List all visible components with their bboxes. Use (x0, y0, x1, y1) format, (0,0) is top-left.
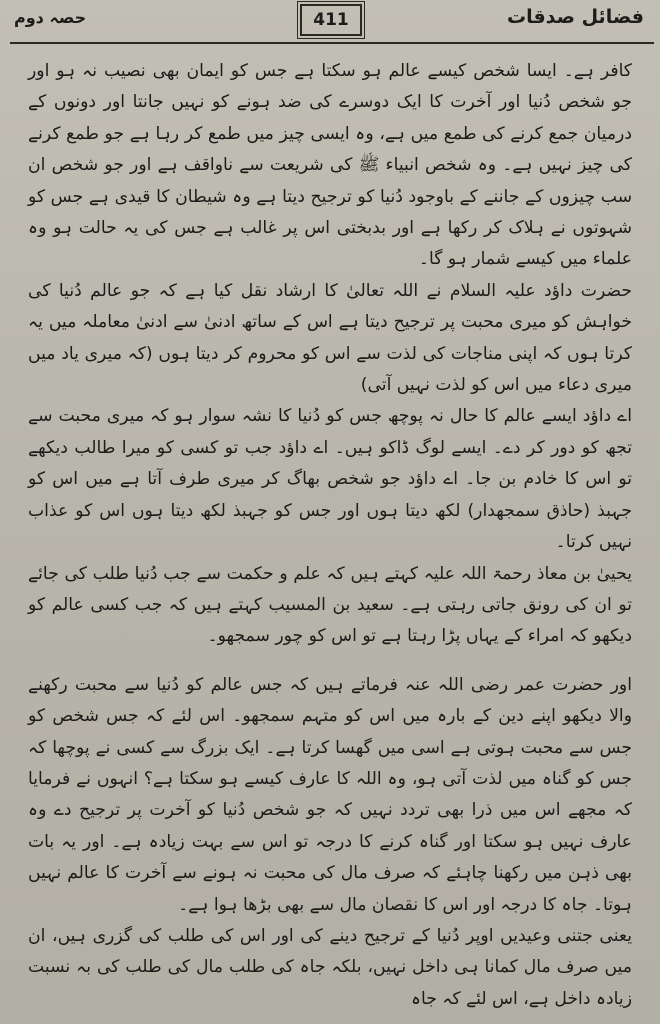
header-divider (10, 42, 654, 44)
paragraph-2: حضرت داؤد علیہ السلام نے اللہ تعالیٰ کا ارشاد نقل کیا ہے کہ جو عالم دُنیا کی خواہش کو میری محبت پر ترجیح دیتا ہے اس کے ساتھ ادنیٰ سے ادنیٰ معاملہ میں یہ کرتا ہوں کہ اپنی مناجات کی لذت سے اس کو محروم کر دیتا ہوں (کہ میری یاد میں میری دعاء میں اس کو لذت نہیں آتی) (28, 280, 632, 396)
page-number: 411 (300, 4, 362, 36)
section-label: حصہ دوم (14, 8, 87, 27)
paragraph-4: یحییٰ بن معاذ رحمۃ اللہ علیہ کہتے ہیں کہ علم و حکمت سے جب دُنیا طلب کی جائے تو ان کی رونق جاتی رہتی ہے۔ سعید بن المسیب کہتے ہیں کہ جب کسی عالم کو دیکھو کہ امراء کے یہاں پڑا رہتا ہے تو اس کو چور سمجھو۔ (28, 563, 632, 647)
paragraph-5: اور حضرت عمر رضی اللہ عنہ فرماتے ہیں کہ جس عالم کو دُنیا سے محبت رکھنے والا دیکھو اپنے دین کے بارہ میں اس کو متہم سمجھو۔ اس لئے کہ جس شخص کو جس سے محبت ہوتی ہے اسی میں گھسا کرتا ہے۔ ایک بزرگ سے کسی نے پوچھا کہ جس کو گناہ میں لذت آتی ہو، وہ اللہ کا عارف کیسے ہو سکتا ہے؟ انہوں نے فرمایا کہ مجھے اس میں ذرا بھی تردد نہیں کہ جو شخص دُنیا کو آخرت پر ترجیح دے وہ عارف نہیں ہو سکتا اور گناہ کرنے کا درجہ تو اس سے بہت زیادہ ہے۔ اور یہ بات بھی ذہن میں رکھنا چاہئے کہ صرف مال کی محبت نہ ہونے سے آخرت کا عالم نہیں ہوتا۔ جاہ کا درجہ اور اس کا نقصان مال سے بھی بڑھا ہوا ہے۔ (28, 674, 632, 915)
paragraph-3: اے داؤد ایسے عالم کا حال نہ پوچھ جس کو دُنیا کا نشہ سوار ہو کہ میری محبت سے تجھ کو دور کر دے۔ ایسے لوگ ڈاکو ہیں۔ اے داؤد جب تو کسی کو میرا طالب دیکھے تو اس کا خادم بن جا۔ اے داؤد جو شخص بھاگ کر میری طرف آتا ہے میں اس کو جہبذ (حاذق سمجھدار) لکھ دیتا ہوں اور جس کو جہبذ لکھ دیتا ہوں اس کو عذاب نہیں کرتا۔ (28, 406, 632, 553)
book-title: فضائل صدقات (506, 6, 644, 28)
page-body (28, 56, 632, 1015)
page-header (0, 0, 660, 46)
paragraph-6: یعنی جتنی وعیدیں اوپر دُنیا کے ترجیح دینے کی اور اس کی طلب کی گزری ہیں، ان میں صرف مال کمانا ہی داخل نہیں، بلکہ جاہ کی طلب مال کی طلب کی بہ نسبت زیادہ داخل ہے، اس لئے کہ جاہ (28, 925, 632, 1009)
paragraph-1: کافر ہے۔ ایسا شخص کیسے عالم ہو سکتا ہے جس کو ایمان بھی نصیب نہ ہو اور جو شخص دُنیا اور آخرت کا ایک دوسرے کی ضد ہونے کو نہیں جانتا اور دونوں کے درمیان جمع کرنے کی طمع میں ہے، وہ ایسی چیز میں طمع کر رہا ہے جو طمع کرنے کی چیز نہیں ہے۔ وہ شخص انبیاء ﷺ کی شریعت سے ناواقف ہے اور جو شخص ان سب چیزوں کے جاننے کے باوجود دُنیا کو ترجیح دیتا ہے وہ شیطان کا قیدی ہے جس کو شہوتوں نے ہلاک کر رکھا ہے اور بدبختی اس پر غالب ہے جس کی یہ حالت ہو وہ علماء میں کیسے شمار ہو گا۔ (28, 61, 632, 270)
